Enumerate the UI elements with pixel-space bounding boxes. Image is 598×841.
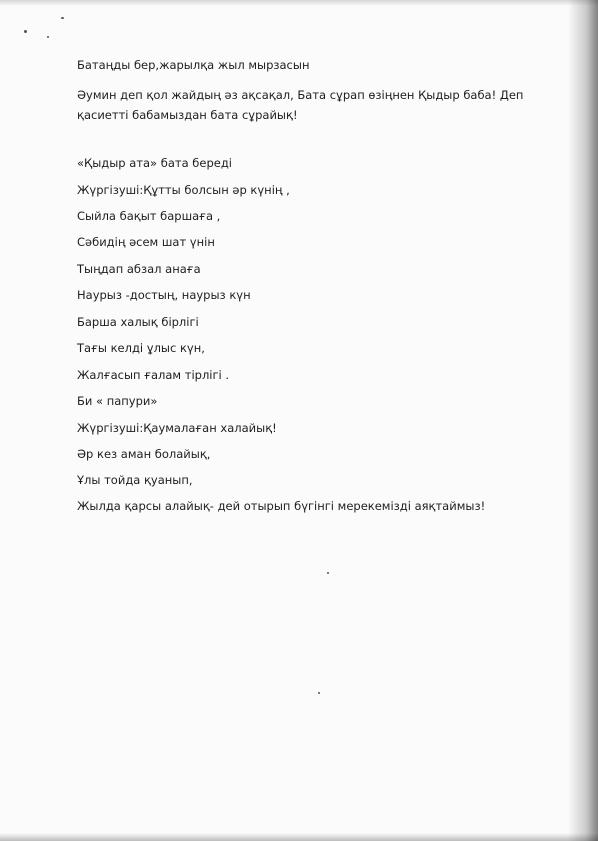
text-line: Наурыз -достың, наурыз күн xyxy=(77,288,251,302)
text-line: Сыйла бақыт баршаға , xyxy=(77,209,221,223)
text-line: «Қыдыр ата» бата береді xyxy=(77,156,232,170)
intro-paragraph: Әумин деп қол жайдың әз ақсақал, Бата сұрап өзіңнен Қыдыр баба! Деп қасиетті бабамыздан бата сұрайық! xyxy=(77,88,524,122)
text-line: Тағы келді ұлыс күн, xyxy=(77,341,205,355)
text-line: Жүргізуші:Құтты болсын әр күнің , xyxy=(77,183,290,197)
scan-speck xyxy=(61,17,64,19)
text-line: Әр кез аман болайық, xyxy=(77,447,211,461)
text-line: Ұлы тойда қуанып, xyxy=(77,473,193,487)
text-line: Жылда қарсы алайық- дей отырып бүгінгі мерекемізді аяқтаймыз! xyxy=(77,499,486,513)
scan-speck xyxy=(47,36,49,38)
text-line: Би « папури» xyxy=(77,394,158,408)
text-line: Сәбидің әсем шат үнін xyxy=(77,235,215,249)
scan-speck xyxy=(327,572,329,574)
document-heading: Батаңды бер,жарылқа жыл мырзасын xyxy=(77,58,310,72)
text-line: Барша халық бірлігі xyxy=(77,315,199,329)
text-line: Жалғасып ғалам тірлігі . xyxy=(77,368,230,382)
scan-shadow-bottom xyxy=(0,833,598,841)
scan-speck xyxy=(24,30,27,33)
scan-speck xyxy=(318,692,320,694)
scan-shadow-right xyxy=(568,0,598,841)
text-line: Тыңдап абзал анаға xyxy=(77,262,201,276)
scan-shadow-top xyxy=(0,0,598,6)
text-line: Жүргізуші:Қаумалаған халайық! xyxy=(77,421,277,435)
